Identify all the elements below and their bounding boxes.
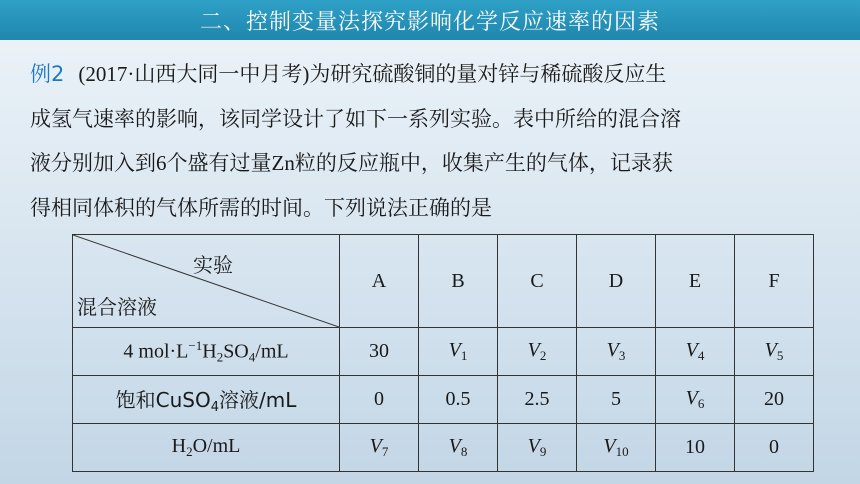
table-cell: 20 bbox=[735, 376, 814, 424]
table-cell: 2.5 bbox=[498, 376, 577, 424]
table-cell: $V_9$ bbox=[498, 424, 577, 472]
problem-line-4: 得相同体积的气体所需的时间。下列说法正确的是 bbox=[30, 195, 492, 220]
table-header-row bbox=[73, 235, 814, 328]
problem-line-1-text: 为研究硫酸铜的量对锌与稀硫酸反应生 bbox=[309, 62, 667, 86]
table-row bbox=[73, 424, 814, 472]
header-experiment-label: 实验 bbox=[193, 253, 233, 277]
label-text: O/mL bbox=[192, 435, 241, 457]
problem-line-3 bbox=[30, 141, 840, 186]
problem-line-3-part-c: 粒的反应瓶中，收集产生的气体，记录获 bbox=[294, 151, 673, 175]
column-header: F bbox=[735, 235, 814, 328]
table-cell: 0 bbox=[735, 424, 814, 472]
label-superscript: −1 bbox=[188, 337, 203, 353]
problem-source: (2017·山西大同一中月考) bbox=[78, 62, 310, 86]
table-cell: 0.5 bbox=[419, 376, 498, 424]
example-tag: 例2 bbox=[30, 62, 65, 86]
row-label bbox=[73, 424, 340, 472]
problem-line-3-part-a: 液分别加入到 bbox=[30, 151, 156, 175]
label-text: H bbox=[171, 435, 187, 457]
label-text: 4 mol·L bbox=[123, 340, 189, 363]
experiment-table bbox=[72, 234, 814, 472]
label-subscript: 2 bbox=[216, 349, 224, 365]
column-header: E bbox=[656, 235, 735, 328]
problem-line-1 bbox=[30, 52, 840, 97]
table-cell: $V_6$ bbox=[656, 376, 735, 424]
table-cell: 0 bbox=[340, 376, 419, 424]
table-cell: $V_{10}$ bbox=[577, 424, 656, 472]
label-text: SO bbox=[223, 340, 249, 363]
label-subscript: 4 bbox=[248, 349, 256, 365]
table-row bbox=[73, 328, 814, 376]
table-cell: $V_5$ bbox=[735, 328, 814, 376]
label-text: 饱和CuSO bbox=[115, 388, 211, 412]
section-header-bar bbox=[0, 0, 860, 40]
row-label bbox=[73, 376, 340, 424]
label-text: /mL bbox=[255, 340, 289, 363]
row-label bbox=[73, 328, 340, 376]
problem-statement bbox=[30, 52, 840, 230]
column-header: B bbox=[419, 235, 498, 328]
table-cell: 30 bbox=[340, 328, 419, 376]
column-header: D bbox=[577, 235, 656, 328]
table-cell: $V_3$ bbox=[577, 328, 656, 376]
table-cell: $V_7$ bbox=[340, 424, 419, 472]
problem-line-2: 成氢气速率的影响，该同学设计了如下一系列实验。表中所给的混合溶 bbox=[30, 106, 681, 131]
table-cell: $V_8$ bbox=[419, 424, 498, 472]
section-title: 二、控制变量法探究影响化学反应速率的因素 bbox=[199, 9, 660, 35]
problem-line-3-zn: Zn bbox=[271, 151, 295, 175]
table-cell: $V_2$ bbox=[498, 328, 577, 376]
problem-line-3-part-b: 个盛有过量 bbox=[166, 151, 272, 175]
table-cell: $V_4$ bbox=[656, 328, 735, 376]
table-cell: 10 bbox=[656, 424, 735, 472]
label-subscript: 2 bbox=[186, 444, 193, 459]
header-mixture-label: 混合溶液 bbox=[77, 295, 157, 319]
table-cell: 5 bbox=[577, 376, 656, 424]
problem-line-3-number: 6 bbox=[156, 151, 167, 175]
label-text: 溶液/mL bbox=[218, 388, 297, 412]
label-text: H bbox=[202, 340, 217, 363]
column-header: C bbox=[498, 235, 577, 328]
label-subscript: 4 bbox=[210, 400, 219, 415]
table-row bbox=[73, 376, 814, 424]
diagonal-header-cell bbox=[73, 235, 340, 328]
table-cell: $V_1$ bbox=[419, 328, 498, 376]
column-header: A bbox=[340, 235, 419, 328]
